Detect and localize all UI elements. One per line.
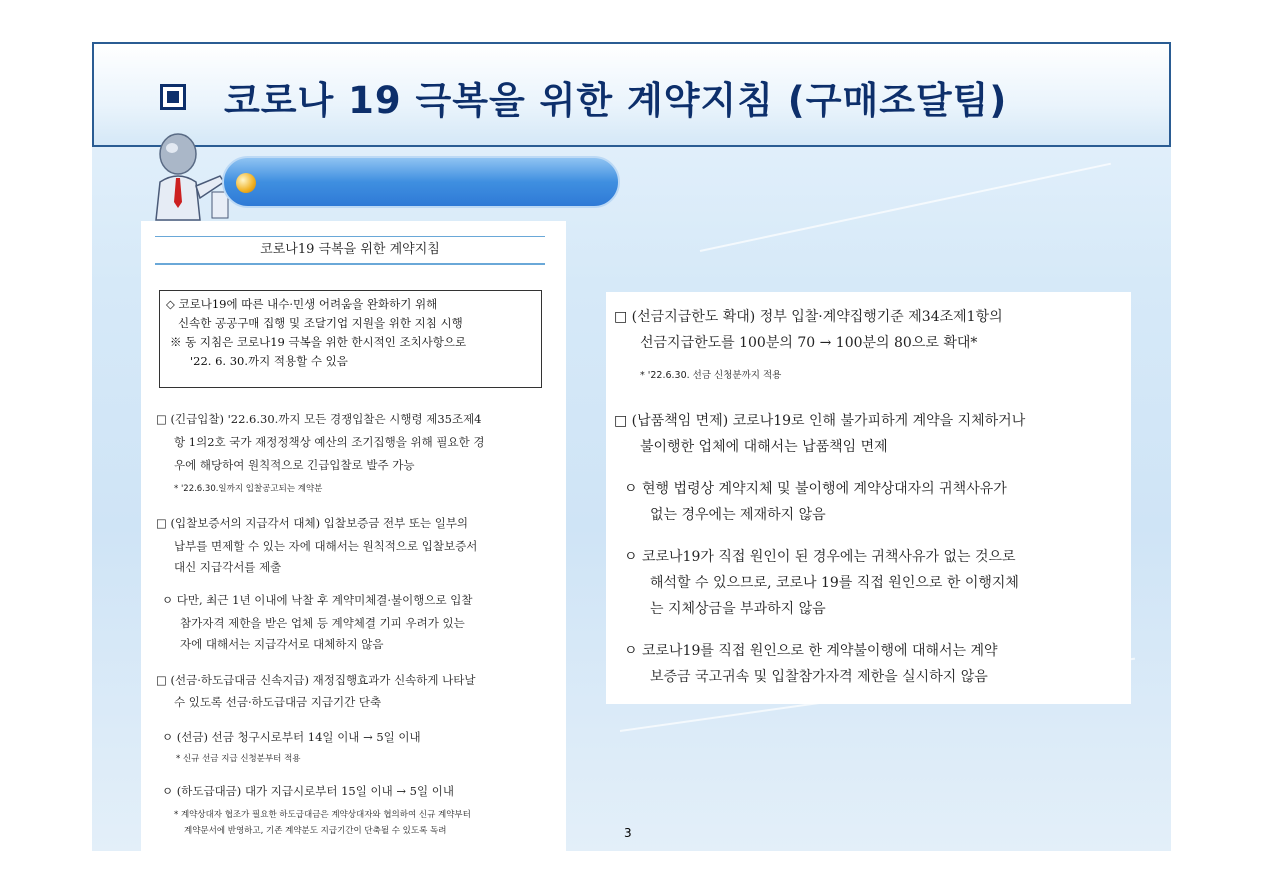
text-line: 납부를 면제할 수 있는 자에 대해서는 원칙적으로 입찰보증서: [174, 539, 478, 553]
text-line: 항 1의2호 국가 재정정책상 예산의 조기집행을 위해 필요한 경: [174, 435, 485, 449]
footnote: * 신규 선금 지급 신청분부터 적용: [176, 754, 301, 764]
document-heading: 코로나19 극복을 위한 계약지침: [155, 236, 545, 265]
text-line: 보증금 국고귀속 및 입찰참가자격 제한을 실시하지 않음: [650, 669, 988, 685]
presenter-person-icon: [150, 132, 230, 222]
section-pill-banner: [222, 156, 620, 208]
page-title: 코로나 19 극복을 위한 계약지침 (구매조달팀): [224, 79, 1008, 122]
footnote: 계약문서에 반영하고, 기존 계약분도 지급기간이 단축될 수 있도록 독려: [184, 826, 447, 836]
text-line: 자에 대해서는 지급각서로 대체하지 않음: [180, 637, 384, 651]
text-line: □ (선금·하도급대금 신속지급) 재정집행효과가 신속하게 나타날: [156, 673, 476, 687]
text-line: 없는 경우에는 제재하지 않음: [650, 507, 826, 523]
summary-line: 신속한 공공구매 집행 및 조달기업 지원을 위한 지침 시행: [178, 316, 463, 330]
text-line: 우에 해당하여 원칙적으로 긴급입찰로 발주 가능: [174, 458, 415, 472]
text-line: ㅇ 현행 법령상 계약지체 및 불이행에 계약상대자의 귀책사유가: [624, 481, 1007, 497]
text-line: 는 지체상금을 부과하지 않음: [650, 601, 826, 617]
page-number: 3: [624, 826, 632, 840]
footnote: * '22.6.30.일까지 입찰공고되는 계약분: [174, 484, 323, 494]
text-line: ㅇ 코로나19를 직접 원인으로 한 계약불이행에 대해서는 계약: [624, 643, 998, 659]
footnote: * 계약상대자 협조가 필요한 하도급대금은 계약상대자와 협의하여 신규 계약부터: [174, 810, 471, 820]
text-line: □ (선금지급한도 확대) 정부 입찰·계약집행기준 제34조제1항의: [614, 309, 1003, 325]
text-line: □ (긴급입찰) '22.6.30.까지 모든 경쟁입찰은 시행령 제35조제4: [156, 412, 482, 426]
text-line: 불이행한 업체에 대해서는 납품책임 면제: [640, 439, 888, 455]
text-line: □ (입찰보증서의 지급각서 대체) 입찰보증금 전부 또는 일부의: [156, 516, 469, 530]
text-line: ㅇ 코로나19가 직접 원인이 된 경우에는 귀책사유가 없는 것으로: [624, 549, 1016, 565]
summary-line: ◇ 코로나19에 따른 내수·민생 어려움을 완화하기 위해: [166, 297, 438, 311]
text-line: □ (납품책임 면제) 코로나19로 인해 불가피하게 계약을 지체하거나: [614, 413, 1026, 429]
summary-line: '22. 6. 30.까지 적용할 수 있음: [190, 354, 348, 368]
text-line: ㅇ (선금) 선금 청구시로부터 14일 이내 → 5일 이내: [162, 730, 421, 744]
text-line: 선금지급한도를 100분의 70 → 100분의 80으로 확대*: [640, 335, 978, 351]
text-line: 대신 지급각서를 제출: [174, 560, 282, 574]
text-line: ㅇ (하도급대금) 대가 지급시로부터 15일 이내 → 5일 이내: [162, 784, 454, 798]
text-line: ㅇ 다만, 최근 1년 이내에 낙찰 후 계약미체결·불이행으로 입찰: [162, 593, 473, 607]
summary-line: ※ 동 지침은 코로나19 극복을 위한 한시적인 조치사항으로: [170, 335, 467, 349]
text-line: 해석할 수 있으므로, 코로나 19를 직접 원인으로 한 이행지체: [650, 575, 1019, 591]
text-line: 수 있도록 선금·하도급대금 지급기간 단축: [174, 695, 382, 709]
summary-box: [159, 290, 542, 388]
text-line: 참가자격 제한을 받은 업체 등 계약체결 기피 우려가 있는: [180, 616, 465, 630]
orange-dot-icon: [236, 173, 256, 193]
square-bullet-icon: [160, 84, 186, 110]
footnote: * '22.6.30. 선금 신청분까지 적용: [640, 370, 782, 381]
